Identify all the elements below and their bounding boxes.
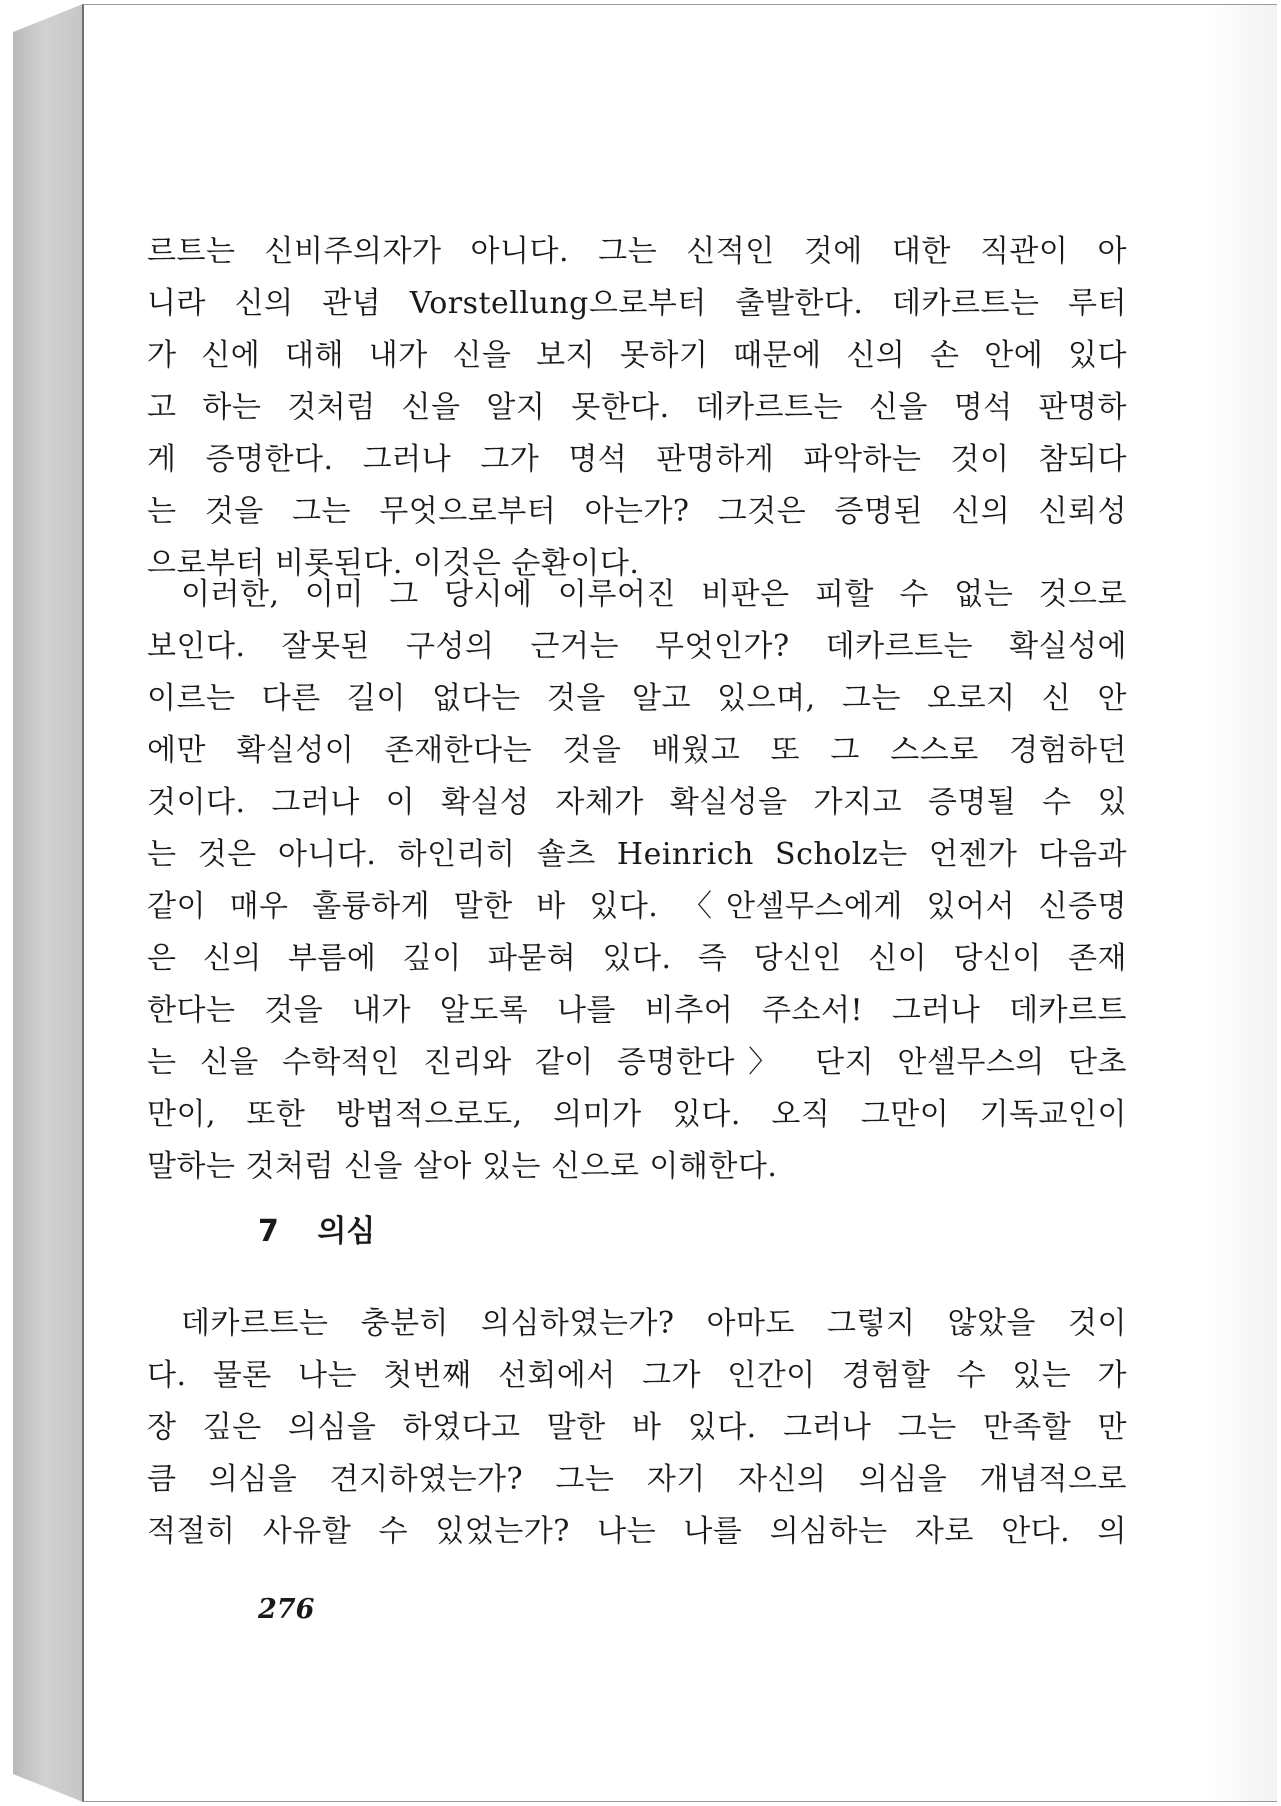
text-line: 에만 확실성이 존재한다는 것을 배웠고 또 그 스스로 경험하던	[147, 733, 1127, 768]
text-line: 한다는 것을 내가 알도록 나를 비추어 주소서! 그러나 데카르트	[147, 993, 1127, 1028]
text-line: 는 것을 그는 무엇으로부터 아는가? 그것은 증명된 신의 신뢰성	[147, 494, 1127, 529]
text-line: 은 신의 부름에 깊이 파묻혀 있다. 즉 당신인 신이 당신이 존재	[147, 941, 1127, 976]
text-line: 같이 매우 훌륭하게 말한 바 있다. 〈안셀무스에게 있어서 신증명	[147, 889, 1127, 924]
book-spine	[13, 4, 83, 1802]
text-line: 이러한, 이미 그 당시에 이루어진 비판은 피할 수 없는 것으로	[181, 577, 1127, 612]
text-line: 니라 신의 관념 Vorstellung으로부터 출발한다. 데카르트는 루터	[147, 286, 1127, 321]
text-line: 데카르트는 충분히 의심하였는가? 아마도 그렇지 않았을 것이	[181, 1306, 1127, 1341]
text-line: 는 것은 아니다. 하인리히 숄츠 Heinrich Scholz는 언젠가 다음과	[147, 837, 1127, 872]
text-line: 으로부터 비롯된다. 이것은 순환이다.	[147, 546, 640, 581]
text-line: 적절히 사유할 수 있었는가? 나는 나를 의심하는 자로 안다. 의	[147, 1514, 1127, 1549]
paragraph-2	[147, 569, 1127, 1193]
page-number: 276	[258, 1594, 315, 1625]
section-heading	[258, 1206, 375, 1250]
section-title: 의심	[317, 1214, 376, 1249]
section-number: 7	[258, 1214, 279, 1249]
text-line: 게 증명한다. 그러나 그가 명석 판명하게 파악하는 것이 참되다	[147, 442, 1127, 477]
text-line: 보인다. 잘못된 구성의 근거는 무엇인가? 데카르트는 확실성에	[147, 629, 1127, 664]
text-line: 것이다. 그러나 이 확실성 자체가 확실성을 가지고 증명될 수 있	[147, 785, 1127, 820]
text-line: 고 하는 것처럼 신을 알지 못한다. 데카르트는 신을 명석 판명하	[147, 390, 1127, 425]
text-line: 말하는 것처럼 신을 살아 있는 신으로 이해한다.	[147, 1149, 778, 1184]
text-line: 가 신에 대해 내가 신을 보지 못하기 때문에 신의 손 안에 있다	[147, 338, 1127, 373]
text-line: 이르는 다른 길이 없다는 것을 알고 있으며, 그는 오로지 신 안	[147, 681, 1127, 716]
text-line: 큼 의심을 견지하였는가? 그는 자기 자신의 의심을 개념적으로	[147, 1462, 1127, 1497]
paragraph-3	[147, 1298, 1127, 1558]
paragraph-1	[147, 226, 1127, 590]
page-edge-shadow	[1207, 5, 1277, 1801]
text-line: 장 깊은 의심을 하였다고 말한 바 있다. 그러나 그는 만족할 만	[147, 1410, 1127, 1445]
text-line: 만이, 또한 방법적으로도, 의미가 있다. 오직 그만이 기독교인이	[147, 1097, 1127, 1132]
text-line: 르트는 신비주의자가 아니다. 그는 신적인 것에 대한 직관이 아	[147, 234, 1127, 269]
text-line: 는 신을 수학적인 진리와 같이 증명한다〉 단지 안셀무스의 단초	[147, 1045, 1127, 1080]
text-line: 다. 물론 나는 첫번째 선회에서 그가 인간이 경험할 수 있는 가	[147, 1358, 1127, 1393]
